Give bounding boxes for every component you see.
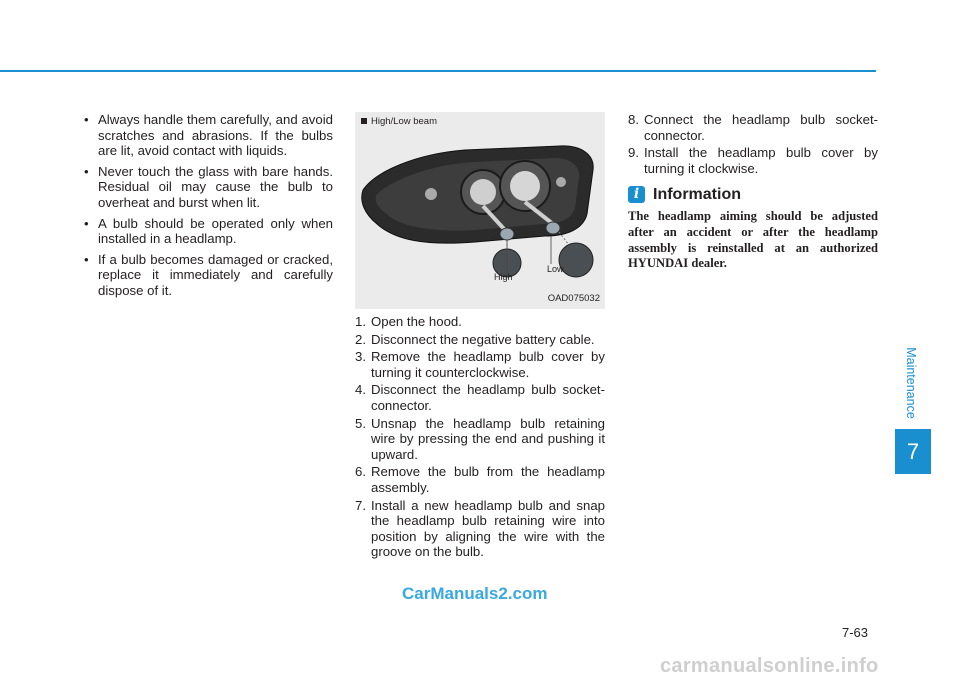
page-number: 7-63: [842, 625, 869, 640]
high-beam-label: High: [494, 272, 513, 282]
information-text: The headlamp aiming should be adjusted after an accident or after the headlamp assembly is reinstalled at an authorized HYUNDAI dealer.: [628, 209, 878, 271]
steps-list-continued: [628, 112, 878, 176]
figure-caption: High/Low beam: [361, 114, 437, 130]
watermark-link[interactable]: CarManuals2.com: [402, 584, 548, 603]
step-item: 1. Open the hood.: [355, 314, 462, 329]
step-item: 6. Remove the bulb from the headlamp assembly.: [355, 464, 605, 495]
step-item: 3. Remove the headlamp bulb cover by turning it counterclockwise.: [355, 349, 605, 380]
middle-column: [355, 112, 605, 562]
information-icon: i: [628, 186, 645, 203]
information-heading: [628, 186, 878, 203]
step-item: 9. Install the headlamp bulb cover by turning it clockwise.: [628, 145, 878, 176]
figure-code: OAD075032: [547, 293, 600, 305]
headlamp-figure: [355, 112, 605, 309]
left-column: [75, 112, 333, 304]
step-item: 7. Install a new headlamp bulb and snap the headlamp bulb retaining wire into position by aligning the wire with the groove on the bulb.: [355, 497, 605, 560]
bullet-dot: •: [84, 251, 89, 267]
section-tab-label: Maintenance: [904, 347, 918, 419]
bullet-dot: •: [84, 163, 89, 179]
right-column: [628, 112, 878, 272]
step-item: 5. Unsnap the headlamp bulb retaining wire by pressing the end and pushing it upward.: [355, 415, 605, 462]
bullet-item: • A bulb should be operated only when installed in a headlamp.: [84, 215, 333, 247]
section-tab[interactable]: [900, 340, 920, 430]
bullet-dot: •: [84, 215, 89, 231]
footer-watermark: carmanualsonline.info: [660, 655, 879, 677]
low-beam-label: Low: [547, 264, 564, 274]
bullet-item: • Never touch the glass with bare hands. Residual oil may cause the bulb to overheat and burst when lit.: [84, 163, 333, 210]
caution-bullet-list: [75, 112, 333, 299]
square-bullet-icon: [361, 118, 367, 124]
headlamp-illustration: [355, 112, 605, 309]
top-rule: [0, 70, 876, 72]
bullet-dot: •: [84, 112, 89, 127]
bullet-item: • If a bulb becomes damaged or cracked, replace it immediately and carefully dispose of it.: [84, 251, 333, 298]
step-item: 2. Disconnect the negative battery cable.: [355, 331, 595, 347]
step-item: 8. Connect the headlamp bulb socket-connector.: [628, 112, 878, 143]
bullet-item: • Always handle them carefully, and avoid scratches and abrasions. If the bulbs are lit, avoid contact with liquids.: [84, 112, 333, 159]
information-title: Information: [653, 186, 741, 204]
step-item: 4. Disconnect the headlamp bulb socket-connector.: [355, 382, 605, 413]
chapter-number-badge[interactable]: 7: [895, 429, 931, 474]
steps-list: [355, 314, 605, 560]
